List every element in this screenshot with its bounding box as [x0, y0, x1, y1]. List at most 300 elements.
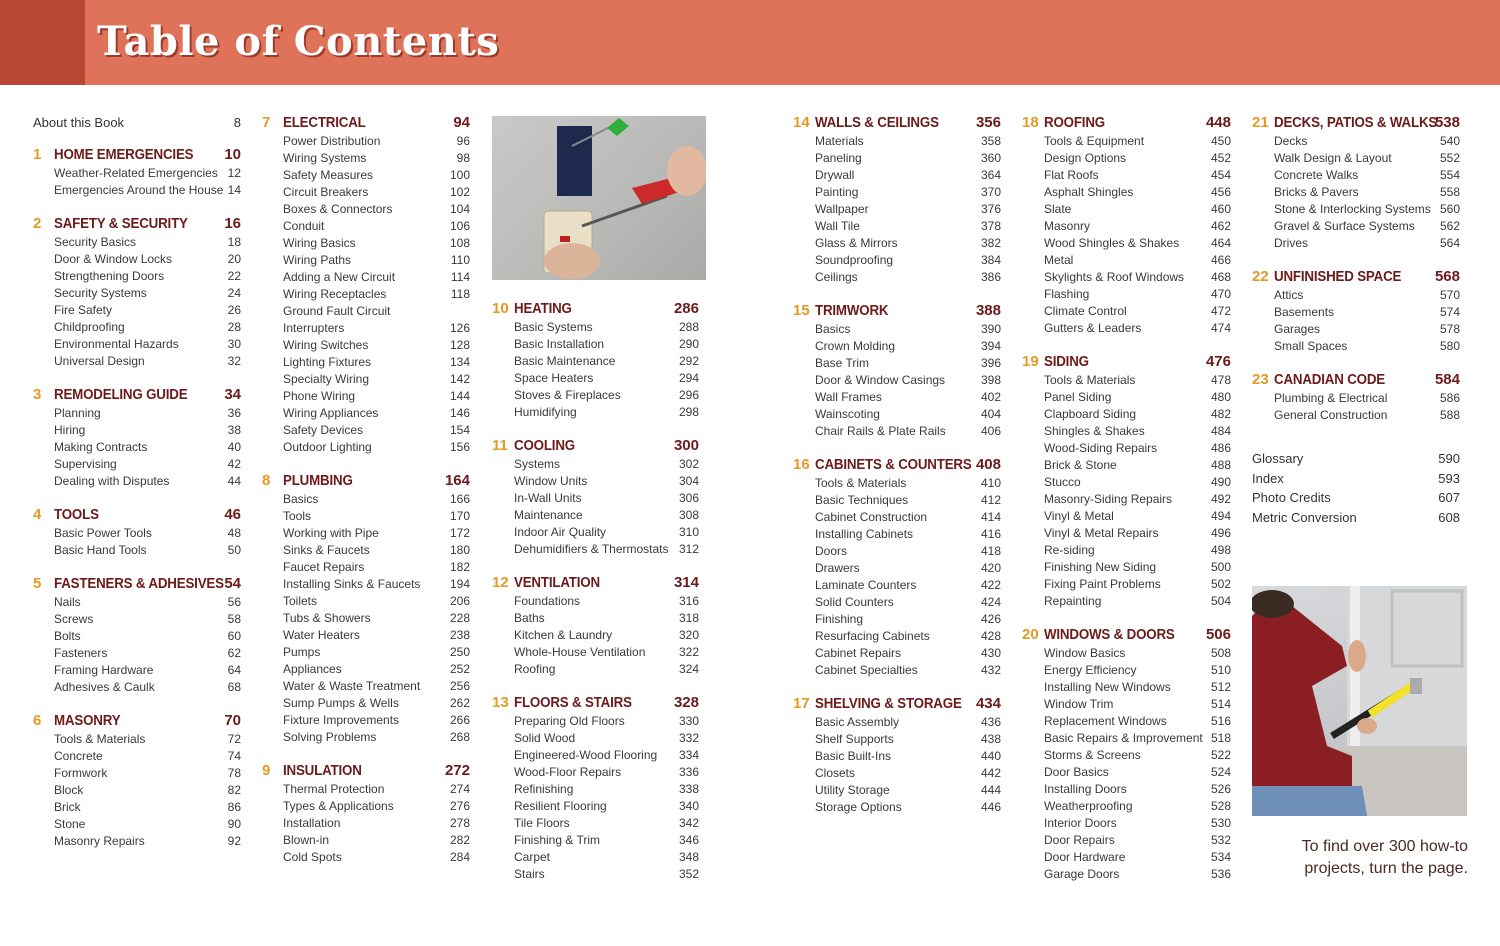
- entry-label: Wiring Receptacles: [283, 287, 387, 301]
- entry-page: 450: [1210, 134, 1231, 148]
- entry-page: 98: [456, 151, 470, 165]
- toc-entry[interactable]: [1022, 133, 1231, 150]
- toc-entry[interactable]: [1022, 457, 1231, 474]
- toc-entry[interactable]: [262, 320, 470, 337]
- toc-entry[interactable]: [793, 218, 1001, 235]
- toc-entry[interactable]: [492, 866, 699, 883]
- entry-label: Slate: [1044, 202, 1072, 216]
- toc-entry[interactable]: [33, 422, 241, 439]
- toc-entry[interactable]: [262, 269, 470, 286]
- toc-entry[interactable]: [1022, 662, 1231, 679]
- toc-entry[interactable]: [1022, 645, 1231, 662]
- toc-entry[interactable]: [793, 475, 1001, 492]
- toc-entry[interactable]: [492, 610, 699, 627]
- toc-entry[interactable]: [262, 252, 470, 269]
- toc-entry[interactable]: [793, 321, 1001, 338]
- entry-label: Cold Spots: [283, 850, 342, 864]
- toc-entry[interactable]: [492, 713, 699, 730]
- toc-entry[interactable]: [492, 387, 699, 404]
- toc-entry[interactable]: [262, 201, 470, 218]
- toc-entry[interactable]: [262, 491, 470, 508]
- entry-label: Security Basics: [54, 234, 137, 249]
- toc-entry[interactable]: [492, 353, 699, 370]
- toc-entry[interactable]: [262, 184, 470, 201]
- toc-entry[interactable]: [1022, 218, 1231, 235]
- toc-entry[interactable]: [1022, 696, 1231, 713]
- toc-entry[interactable]: [1252, 304, 1460, 321]
- entry-label: Gravel & Surface Systems: [1274, 219, 1415, 233]
- toc-entry[interactable]: [33, 456, 241, 473]
- entry-page: 574: [1439, 305, 1460, 319]
- entry-page: 352: [678, 867, 699, 881]
- entry-page: 308: [678, 508, 699, 522]
- toc-entry[interactable]: [1022, 508, 1231, 525]
- toc-entry[interactable]: [1022, 593, 1231, 610]
- toc-entry[interactable]: [1252, 407, 1460, 424]
- toc-entry[interactable]: [262, 627, 470, 644]
- section-heading[interactable]: [262, 761, 470, 781]
- entry-label: Systems: [514, 457, 561, 471]
- toc-entry[interactable]: [1252, 167, 1460, 184]
- entry-label: Laminate Counters: [815, 578, 917, 592]
- section-heading[interactable]: [33, 574, 241, 594]
- toc-entry[interactable]: [492, 627, 699, 644]
- toc-entry[interactable]: [1022, 764, 1231, 781]
- toc-entry[interactable]: [33, 816, 241, 833]
- toc-entry[interactable]: [492, 404, 699, 421]
- entry-label: Small Spaces: [1274, 339, 1348, 353]
- toc-entry[interactable]: [1022, 167, 1231, 184]
- entry-label: Finishing & Trim: [514, 833, 601, 847]
- toc-entry[interactable]: [262, 525, 470, 542]
- entry-page: 78: [227, 765, 241, 780]
- toc-entry[interactable]: [1252, 390, 1460, 407]
- toc-entry[interactable]: [1022, 832, 1231, 849]
- entry-label: Baths: [514, 611, 545, 625]
- entry-page: 360: [980, 151, 1001, 165]
- toc-entry[interactable]: [1022, 679, 1231, 696]
- toc-entry[interactable]: [793, 133, 1001, 150]
- section-heading[interactable]: [492, 693, 699, 713]
- toc-entry[interactable]: [1022, 389, 1231, 406]
- entry-page: 530: [1210, 816, 1231, 830]
- section-heading[interactable]: [33, 505, 241, 525]
- back-matter-entry[interactable]: [1252, 508, 1460, 528]
- toc-entry[interactable]: [793, 389, 1001, 406]
- toc-entry[interactable]: [1252, 287, 1460, 304]
- toc-entry[interactable]: [793, 338, 1001, 355]
- section-heading[interactable]: [793, 301, 1001, 321]
- toc-entry[interactable]: [1022, 781, 1231, 798]
- toc-entry[interactable]: [33, 645, 241, 662]
- toc-entry[interactable]: [1022, 235, 1231, 252]
- toc-entry[interactable]: [262, 559, 470, 576]
- toc-entry[interactable]: [1022, 201, 1231, 218]
- toc-entry[interactable]: [33, 182, 241, 199]
- toc-entry[interactable]: [262, 439, 470, 456]
- toc-entry[interactable]: [33, 285, 241, 302]
- toc-entry[interactable]: [262, 610, 470, 627]
- section-page: 356: [975, 114, 1001, 131]
- toc-entry[interactable]: [492, 815, 699, 832]
- toc-entry[interactable]: [33, 731, 241, 748]
- entry-page: 144: [449, 389, 470, 403]
- back-matter-entry[interactable]: [1252, 449, 1460, 469]
- toc-entry[interactable]: [33, 799, 241, 816]
- toc-entry[interactable]: [262, 354, 470, 371]
- toc-entry[interactable]: [492, 849, 699, 866]
- toc-entry[interactable]: [1252, 184, 1460, 201]
- section-title: CABINETS & COUNTERS: [815, 457, 972, 473]
- toc-entry[interactable]: [1252, 133, 1460, 150]
- toc-entry[interactable]: [262, 542, 470, 559]
- back-matter-entry[interactable]: [1252, 488, 1460, 508]
- toc-entry[interactable]: [33, 473, 241, 490]
- toc-entry[interactable]: [33, 611, 241, 628]
- toc-entry[interactable]: [793, 355, 1001, 372]
- section-heading[interactable]: [1252, 113, 1460, 133]
- toc-entry[interactable]: [793, 235, 1001, 252]
- entry-page: 166: [449, 492, 470, 506]
- toc-entry[interactable]: [262, 508, 470, 525]
- toc-entry[interactable]: [262, 798, 470, 815]
- entry-page: 390: [980, 322, 1001, 336]
- toc-entry[interactable]: [33, 628, 241, 645]
- toc-entry[interactable]: [1022, 372, 1231, 389]
- toc-entry[interactable]: [492, 319, 699, 336]
- toc-entry[interactable]: [1022, 406, 1231, 423]
- section-number: 22: [1252, 268, 1269, 285]
- toc-entry[interactable]: [793, 782, 1001, 799]
- toc-entry[interactable]: [793, 526, 1001, 543]
- section-number: 8: [262, 472, 271, 489]
- toc-entry[interactable]: [262, 405, 470, 422]
- entry-page: 492: [1210, 492, 1231, 506]
- toc-entry[interactable]: [1252, 235, 1460, 252]
- entry-label: Skylights & Roof Windows: [1044, 270, 1185, 284]
- toc-entry[interactable]: [1022, 866, 1231, 883]
- section-heading[interactable]: [492, 436, 699, 456]
- toc-entry[interactable]: [1022, 713, 1231, 730]
- entry-label: Basic Assembly: [815, 715, 900, 729]
- toc-entry[interactable]: [33, 336, 241, 353]
- entry-label: Resilient Flooring: [514, 799, 607, 813]
- toc-entry[interactable]: [492, 747, 699, 764]
- toc-entry[interactable]: [793, 765, 1001, 782]
- toc-section: [1022, 113, 1231, 337]
- toc-entry[interactable]: [1022, 252, 1231, 269]
- toc-entry[interactable]: [262, 286, 470, 303]
- entry-label: Clapboard Siding: [1044, 407, 1137, 421]
- entry-page: 540: [1439, 134, 1460, 148]
- toc-entry[interactable]: [33, 833, 241, 850]
- toc-entry[interactable]: [1022, 320, 1231, 337]
- toc-entry[interactable]: [262, 712, 470, 729]
- toc-entry[interactable]: [1022, 525, 1231, 542]
- back-matter-entry[interactable]: [1252, 469, 1460, 489]
- toc-entry[interactable]: [492, 507, 699, 524]
- toc-entry[interactable]: [262, 661, 470, 678]
- toc-front-matter-about[interactable]: [33, 113, 241, 133]
- entry-label: Shingles & Shakes: [1044, 424, 1145, 438]
- toc-entry[interactable]: [33, 165, 241, 182]
- entry-label: Basic Hand Tools: [54, 542, 147, 557]
- toc-entry[interactable]: [33, 679, 241, 696]
- entry-label: Phone Wiring: [283, 389, 356, 403]
- toc-entry[interactable]: [262, 388, 470, 405]
- toc-entry[interactable]: [262, 235, 470, 252]
- entry-label: Water & Waste Treatment: [283, 679, 421, 693]
- toc-entry[interactable]: [33, 542, 241, 559]
- toc-entry[interactable]: [492, 781, 699, 798]
- toc-entry[interactable]: [1022, 730, 1231, 747]
- entry-label: Specialty Wiring: [283, 372, 370, 386]
- entry-page: 28: [227, 319, 241, 334]
- toc-entry[interactable]: [793, 714, 1001, 731]
- toc-entry[interactable]: [793, 662, 1001, 679]
- toc-entry[interactable]: [492, 541, 699, 558]
- toc-entry[interactable]: [262, 832, 470, 849]
- toc-entry[interactable]: [1022, 559, 1231, 576]
- toc-entry[interactable]: [1022, 150, 1231, 167]
- section-number: 23: [1252, 371, 1269, 388]
- toc-entry[interactable]: [1022, 815, 1231, 832]
- toc-entry[interactable]: [1022, 849, 1231, 866]
- toc-entry[interactable]: [793, 167, 1001, 184]
- toc-entry[interactable]: [33, 353, 241, 370]
- entry-page: 48: [227, 525, 241, 540]
- toc-entry[interactable]: [262, 644, 470, 661]
- entry-label: Interrupters: [283, 321, 345, 335]
- toc-entry[interactable]: [793, 560, 1001, 577]
- entry-label: Safety Measures: [283, 168, 374, 182]
- toc-entry[interactable]: [33, 405, 241, 422]
- toc-entry[interactable]: [33, 765, 241, 782]
- section-heading[interactable]: [33, 711, 241, 731]
- toc-entry[interactable]: [262, 422, 470, 439]
- toc-entry[interactable]: [262, 678, 470, 695]
- section-number: 1: [33, 145, 42, 163]
- toc-entry[interactable]: [1022, 474, 1231, 491]
- entry-page: 402: [980, 390, 1001, 404]
- toc-entry[interactable]: [1022, 576, 1231, 593]
- toc-entry[interactable]: [33, 302, 241, 319]
- toc-entry[interactable]: [1022, 303, 1231, 320]
- entry-label: Formwork: [54, 765, 108, 780]
- toc-entry[interactable]: [793, 252, 1001, 269]
- section-heading[interactable]: [1022, 625, 1231, 645]
- toc-entry[interactable]: [492, 661, 699, 678]
- toc-entry[interactable]: [793, 406, 1001, 423]
- toc-section: [793, 694, 1001, 816]
- toc-entry[interactable]: [1022, 184, 1231, 201]
- toc-entry[interactable]: [793, 577, 1001, 594]
- toc-entry[interactable]: [1022, 542, 1231, 559]
- toc-entry[interactable]: [492, 798, 699, 815]
- entry-label: Materials: [815, 134, 864, 148]
- toc-entry[interactable]: [793, 201, 1001, 218]
- entry-label: Storage Options: [815, 800, 902, 814]
- entry-label: Types & Applications: [283, 799, 394, 813]
- entry-page: 442: [980, 766, 1001, 780]
- toc-entry[interactable]: [33, 439, 241, 456]
- toc-entry[interactable]: [33, 319, 241, 336]
- toc-entry[interactable]: [492, 730, 699, 747]
- toc-entry[interactable]: [33, 748, 241, 765]
- section-number: 11: [492, 437, 508, 454]
- toc-entry[interactable]: [793, 628, 1001, 645]
- section-heading[interactable]: [33, 145, 241, 165]
- toc-entry[interactable]: [793, 645, 1001, 662]
- entry-page: 484: [1210, 424, 1231, 438]
- toc-entry[interactable]: [262, 849, 470, 866]
- section-heading[interactable]: [1022, 113, 1231, 133]
- toc-entry[interactable]: [262, 150, 470, 167]
- toc-entry[interactable]: [793, 509, 1001, 526]
- toc-entry[interactable]: [33, 782, 241, 799]
- toc-entry[interactable]: [793, 594, 1001, 611]
- entry-page: 608: [1438, 509, 1460, 525]
- section-heading[interactable]: [262, 471, 470, 491]
- toc-entry[interactable]: [492, 336, 699, 353]
- toc-entry[interactable]: [262, 218, 470, 235]
- toc-entry[interactable]: [793, 423, 1001, 440]
- toc-section: [793, 113, 1001, 286]
- entry-label: Dealing with Disputes: [54, 473, 170, 488]
- entry-label: Vinyl & Metal: [1044, 509, 1114, 523]
- toc-entry[interactable]: [33, 251, 241, 268]
- entry-label: Drawers: [815, 561, 860, 575]
- toc-entry[interactable]: [793, 184, 1001, 201]
- toc-entry[interactable]: [262, 303, 470, 320]
- toc-entry[interactable]: [793, 748, 1001, 765]
- toc-entry[interactable]: [262, 695, 470, 712]
- section-heading[interactable]: [492, 299, 699, 319]
- entry-page: 294: [678, 371, 699, 385]
- entry-page: 262: [449, 696, 470, 710]
- toc-entry[interactable]: [1022, 440, 1231, 457]
- section-heading[interactable]: [1252, 370, 1460, 390]
- entry-label: Flat Roofs: [1044, 168, 1099, 182]
- entry-label: Making Contracts: [54, 439, 148, 454]
- toc-entry[interactable]: [793, 150, 1001, 167]
- entry-page: 22: [227, 268, 241, 283]
- entry-page: 444: [980, 783, 1001, 797]
- toc-entry[interactable]: [1252, 338, 1460, 355]
- entry-label: Safety Devices: [283, 423, 364, 437]
- entry-page: 330: [678, 714, 699, 728]
- toc-entry[interactable]: [492, 456, 699, 473]
- toc-entry[interactable]: [262, 593, 470, 610]
- toc-entry[interactable]: [492, 473, 699, 490]
- toc-entry[interactable]: [492, 524, 699, 541]
- toc-entry[interactable]: [262, 371, 470, 388]
- toc-section: [262, 471, 470, 746]
- entry-label: Stoves & Fireplaces: [514, 388, 621, 402]
- section-number: 10: [492, 300, 509, 317]
- toc-entry[interactable]: [793, 269, 1001, 286]
- section-page: 54: [224, 574, 241, 592]
- section-heading[interactable]: [793, 113, 1001, 133]
- toc-entry[interactable]: [1252, 321, 1460, 338]
- section-title: HEATING: [514, 301, 572, 317]
- entry-label: Adding a New Circuit: [283, 270, 396, 284]
- toc-entry[interactable]: [33, 234, 241, 251]
- section-heading[interactable]: [33, 385, 241, 405]
- toc-entry[interactable]: [1022, 269, 1231, 286]
- entry-page: 306: [678, 491, 699, 505]
- section-heading[interactable]: [793, 694, 1001, 714]
- entry-label: Lighting Fixtures: [283, 355, 372, 369]
- section-heading[interactable]: [492, 573, 699, 593]
- entry-page: 114: [450, 270, 470, 284]
- toc-entry[interactable]: [262, 576, 470, 593]
- toc-entry[interactable]: [793, 492, 1001, 509]
- toc-entry[interactable]: [33, 525, 241, 542]
- toc-entry[interactable]: [492, 764, 699, 781]
- section-page: 10: [224, 145, 241, 163]
- entry-page: 510: [1210, 663, 1231, 677]
- toc-entry[interactable]: [1252, 218, 1460, 235]
- toc-entry[interactable]: [793, 731, 1001, 748]
- toc-entry[interactable]: [1252, 150, 1460, 167]
- entry-label: Soundproofing: [815, 253, 894, 267]
- toc-entry[interactable]: [492, 593, 699, 610]
- toc-entry[interactable]: [262, 815, 470, 832]
- toc-entry[interactable]: [262, 133, 470, 150]
- entry-page: 396: [980, 356, 1001, 370]
- toc-entry[interactable]: [1022, 491, 1231, 508]
- toc-entry[interactable]: [492, 644, 699, 661]
- toc-entry[interactable]: [262, 337, 470, 354]
- toc-section: [1252, 267, 1460, 355]
- entry-page: 382: [980, 236, 1001, 250]
- toc-entry[interactable]: [262, 781, 470, 798]
- entry-label: Pumps: [283, 645, 321, 659]
- toc-entry[interactable]: [1252, 201, 1460, 218]
- entry-page: 496: [1210, 526, 1231, 540]
- toc-entry[interactable]: [33, 594, 241, 611]
- section-page: 272: [444, 762, 470, 779]
- toc-entry[interactable]: [492, 490, 699, 507]
- toc-entry[interactable]: [262, 167, 470, 184]
- section-page: 314: [673, 574, 699, 591]
- toc-entry[interactable]: [1022, 423, 1231, 440]
- section-heading[interactable]: [793, 455, 1001, 475]
- toc-entry[interactable]: [793, 543, 1001, 560]
- toc-entry[interactable]: [262, 729, 470, 746]
- toc-entry[interactable]: [1022, 798, 1231, 815]
- toc-entry[interactable]: [492, 370, 699, 387]
- entry-label: Finishing New Siding: [1044, 560, 1157, 574]
- toc-entry[interactable]: [793, 611, 1001, 628]
- toc-entry[interactable]: [793, 799, 1001, 816]
- entry-label: Flashing: [1044, 287, 1090, 301]
- toc-entry[interactable]: [793, 372, 1001, 389]
- toc-entry[interactable]: [492, 832, 699, 849]
- toc-entry[interactable]: [33, 662, 241, 679]
- toc-entry[interactable]: [1022, 747, 1231, 764]
- entry-page: 282: [449, 833, 470, 847]
- section-heading[interactable]: [33, 214, 241, 234]
- section-heading[interactable]: [1252, 267, 1460, 287]
- section-heading[interactable]: [262, 113, 470, 133]
- toc-entry[interactable]: [33, 268, 241, 285]
- section-heading[interactable]: [1022, 352, 1231, 372]
- toc-section: [262, 761, 470, 866]
- toc-entry[interactable]: [1022, 286, 1231, 303]
- entry-label: Wiring Appliances: [283, 406, 379, 420]
